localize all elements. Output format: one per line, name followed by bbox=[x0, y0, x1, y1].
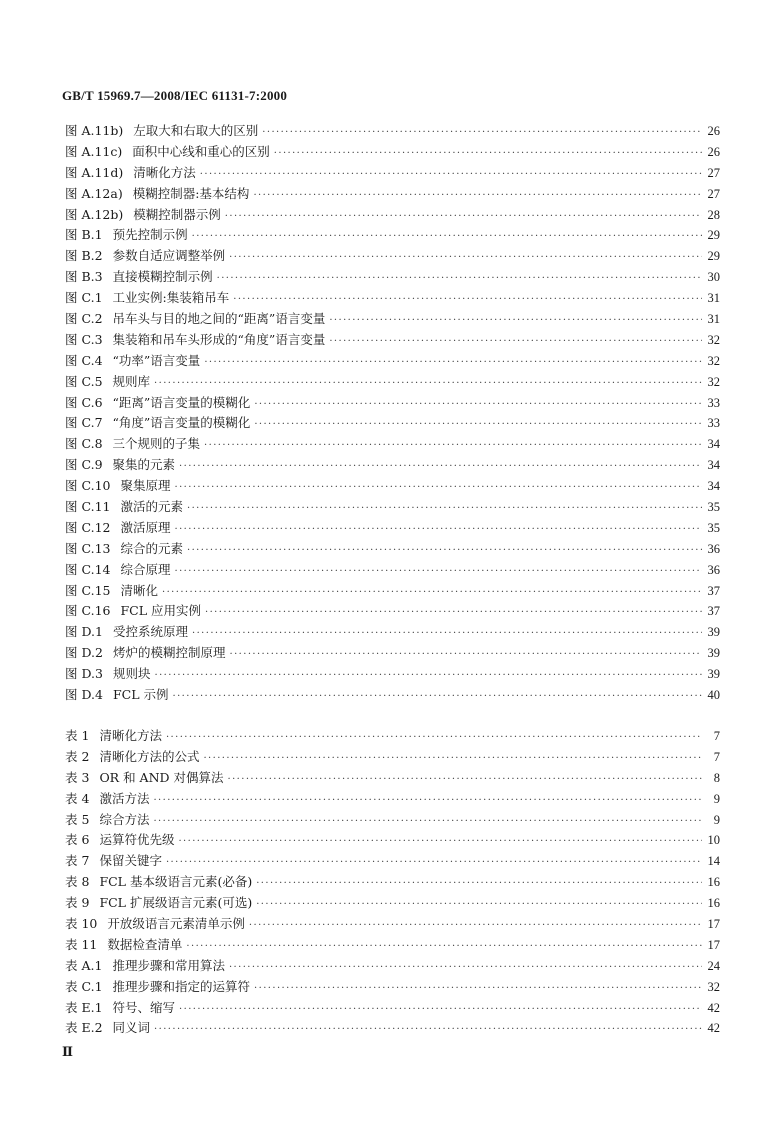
document-header: GB/T 15969.7—2008/IEC 61131-7:2000 bbox=[62, 88, 288, 103]
figure-entry-title: FCL 示例 bbox=[112, 687, 169, 703]
figure-entry-title: 模糊控制器示例 bbox=[133, 206, 221, 222]
table-entry-title: 数据检查清单 bbox=[107, 936, 183, 952]
figure-entry-page: 31 bbox=[707, 312, 720, 327]
table-entry-number: 表 2 bbox=[65, 748, 90, 764]
figure-entry-page: 39 bbox=[707, 646, 720, 661]
table-entry-number: 表 C.1 bbox=[65, 978, 103, 994]
figure-entry-page: 30 bbox=[707, 270, 720, 285]
table-entry[interactable] bbox=[65, 914, 720, 935]
table-entry[interactable] bbox=[65, 747, 720, 768]
figure-entry-number: 图 D.2 bbox=[65, 645, 103, 661]
table-entry-title: 保留关键字 bbox=[99, 853, 162, 869]
figure-entry-number: 图 C.6 bbox=[65, 394, 103, 410]
leader-dots bbox=[204, 357, 702, 368]
figure-entry-title: 聚集的元素 bbox=[112, 457, 176, 473]
figure-entry[interactable] bbox=[65, 121, 720, 142]
figure-entry[interactable] bbox=[65, 351, 720, 372]
table-entry-page: 9 bbox=[713, 812, 720, 827]
figure-entry[interactable] bbox=[65, 497, 720, 518]
leader-dots bbox=[262, 127, 702, 138]
figure-entry[interactable] bbox=[65, 476, 720, 497]
figure-entry[interactable] bbox=[65, 225, 720, 246]
leader-dots bbox=[256, 899, 702, 910]
figure-entry-title: 集装箱和吊车头形成的“角度”语言变量 bbox=[112, 331, 326, 347]
leader-dots bbox=[153, 816, 702, 827]
figure-entry-number: 图 A.12b) bbox=[65, 206, 124, 222]
figure-entry-number: 图 C.8 bbox=[65, 436, 103, 452]
leader-dots bbox=[154, 378, 702, 389]
figure-entry-page: 29 bbox=[707, 228, 720, 243]
figure-entry-title: 规则库 bbox=[112, 373, 151, 389]
table-entry[interactable] bbox=[65, 956, 720, 977]
figure-entry-number: 图 C.7 bbox=[65, 415, 103, 431]
leader-dots bbox=[253, 190, 702, 201]
page-number: Ⅱ bbox=[62, 1044, 73, 1059]
figure-entry[interactable] bbox=[65, 330, 720, 351]
figure-entry-page: 27 bbox=[707, 165, 720, 180]
table-entry-title: 推理步骤和指定的运算符 bbox=[112, 978, 251, 994]
figure-entry-page: 36 bbox=[707, 562, 720, 577]
figure-entry-page: 31 bbox=[707, 291, 720, 306]
figure-entry-number: 图 A.11d) bbox=[65, 164, 124, 180]
leader-dots bbox=[225, 211, 702, 222]
table-entry-title: 清晰化方法的公式 bbox=[99, 748, 200, 764]
figure-entry-title: 规则块 bbox=[112, 666, 151, 682]
figure-entry-page: 40 bbox=[707, 688, 720, 703]
leader-dots bbox=[229, 962, 702, 973]
table-entry-number: 表 A.1 bbox=[65, 957, 103, 973]
leader-dots bbox=[274, 148, 702, 159]
table-entry-title: 综合方法 bbox=[99, 811, 150, 827]
figure-entry-page: 32 bbox=[707, 332, 720, 347]
table-entry-number: 表 E.1 bbox=[65, 999, 103, 1015]
table-entry-page: 7 bbox=[713, 749, 720, 764]
leader-dots bbox=[153, 795, 702, 806]
leader-dots bbox=[217, 273, 702, 284]
table-entry-page: 8 bbox=[713, 770, 720, 785]
leader-dots bbox=[229, 252, 702, 263]
leader-dots bbox=[254, 399, 702, 410]
figure-entry-page: 34 bbox=[707, 458, 720, 473]
figure-entry-title: 激活的元素 bbox=[120, 499, 183, 515]
leader-dots bbox=[179, 461, 702, 472]
table-entry-number: 表 1 bbox=[65, 728, 90, 743]
figure-entry-number: 图 A.11b) bbox=[65, 123, 124, 138]
figure-entry-number: 图 C.4 bbox=[65, 352, 103, 368]
figure-entry-number: 图 C.16 bbox=[65, 603, 111, 619]
table-entry-number: 表 6 bbox=[65, 832, 90, 848]
leader-dots bbox=[254, 419, 702, 430]
leader-dots bbox=[173, 691, 703, 702]
table-entry-title: 激活方法 bbox=[99, 790, 150, 806]
figure-entry[interactable] bbox=[65, 539, 720, 560]
figure-entry-title: 模糊控制器:基本结构 bbox=[132, 185, 250, 201]
figure-entry[interactable] bbox=[65, 685, 720, 706]
table-entry[interactable] bbox=[65, 998, 720, 1019]
figure-entry[interactable] bbox=[65, 455, 720, 476]
table-entry-number: 表 E.2 bbox=[65, 1020, 103, 1036]
figure-entry-title: 面积中心线和重心的区别 bbox=[132, 143, 270, 159]
figure-entry-number: 图 C.12 bbox=[65, 519, 111, 535]
table-entry-page: 9 bbox=[713, 791, 720, 806]
figure-entry-title: FCL 应用实例 bbox=[120, 603, 201, 619]
leader-dots bbox=[186, 941, 702, 952]
leader-dots bbox=[187, 503, 702, 514]
figure-entry[interactable] bbox=[65, 581, 720, 602]
figure-entry-number: 图 C.10 bbox=[65, 478, 111, 494]
table-entry-page: 42 bbox=[707, 1021, 720, 1036]
figure-entry[interactable] bbox=[65, 372, 720, 393]
figure-entry-number: 图 C.5 bbox=[65, 373, 103, 389]
figure-entry[interactable] bbox=[65, 267, 720, 288]
leader-dots bbox=[256, 878, 702, 889]
table-entry-title: FCL 基本级语言元素(必备) bbox=[99, 874, 253, 890]
leader-dots bbox=[175, 566, 703, 577]
figure-entry-title: 参数自适应调整举例 bbox=[112, 248, 226, 264]
figure-entry-number: 图 D.1 bbox=[65, 624, 103, 640]
table-entry-page: 14 bbox=[707, 854, 720, 869]
figure-entry-page: 27 bbox=[707, 186, 720, 201]
table-entry[interactable] bbox=[65, 810, 720, 831]
figure-entry-title: 工业实例:集装箱吊车 bbox=[112, 290, 230, 306]
table-list bbox=[65, 726, 720, 1039]
figure-entry-page: 32 bbox=[707, 374, 720, 389]
table-entry[interactable] bbox=[65, 893, 720, 914]
table-entry-title: 开放级语言元素清单示例 bbox=[107, 916, 245, 932]
figure-entry-title: 吊车头与目的地之间的“距离”语言变量 bbox=[112, 311, 326, 327]
figure-entry-title: 三个规则的子集 bbox=[112, 436, 201, 452]
figure-entry-title: 烤炉的模糊控制原理 bbox=[112, 645, 226, 661]
figure-entry-page: 28 bbox=[707, 207, 720, 222]
leader-dots bbox=[154, 1024, 702, 1035]
figure-entry-page: 33 bbox=[707, 395, 720, 410]
figure-entry-page: 37 bbox=[707, 583, 720, 598]
figure-entry[interactable] bbox=[65, 309, 720, 330]
leader-dots bbox=[192, 231, 702, 242]
leader-dots bbox=[329, 315, 702, 326]
table-entry-title: 同义词 bbox=[112, 1020, 151, 1036]
figure-entry-number: 图 C.11 bbox=[65, 499, 111, 515]
figure-entry[interactable] bbox=[65, 664, 720, 685]
leader-dots bbox=[175, 524, 703, 535]
table-entry-number: 表 11 bbox=[65, 936, 98, 952]
figure-entry-number: 图 C.14 bbox=[65, 561, 111, 577]
table-entry-page: 17 bbox=[707, 937, 720, 952]
leader-dots bbox=[254, 983, 702, 994]
table-entry-number: 表 10 bbox=[65, 916, 98, 932]
figure-entry-title: 清晰化 bbox=[120, 582, 158, 598]
figure-entry-title: 左取大和右取大的区别 bbox=[133, 123, 259, 138]
figure-entry-page: 36 bbox=[707, 541, 720, 556]
table-entry-number: 表 3 bbox=[65, 769, 90, 785]
figure-entry[interactable] bbox=[65, 622, 720, 643]
figure-entry[interactable] bbox=[65, 205, 720, 226]
figure-entry-number: 图 C.2 bbox=[65, 311, 103, 327]
table-entry-title: 清晰化方法 bbox=[99, 728, 162, 743]
table-entry[interactable] bbox=[65, 851, 720, 872]
table-entry[interactable] bbox=[65, 935, 720, 956]
table-entry-title: 符号、缩写 bbox=[112, 999, 176, 1015]
table-entry-number: 表 7 bbox=[65, 853, 90, 869]
figure-entry-page: 37 bbox=[707, 604, 720, 619]
table-entry[interactable] bbox=[65, 830, 720, 851]
figure-entry[interactable] bbox=[65, 434, 720, 455]
leader-dots bbox=[162, 587, 702, 598]
figure-entry-number: 图 C.1 bbox=[65, 290, 103, 306]
figure-entry[interactable] bbox=[65, 643, 720, 664]
figure-entry-title: 综合原理 bbox=[120, 561, 171, 577]
figure-entry-number: 图 D.4 bbox=[65, 687, 103, 703]
figure-entry[interactable] bbox=[65, 560, 720, 581]
figure-entry-page: 26 bbox=[707, 124, 720, 138]
figure-entry-title: 清晰化方法 bbox=[133, 164, 196, 180]
figure-entry-number: 图 C.3 bbox=[65, 331, 103, 347]
figure-entry-title: 受控系统原理 bbox=[112, 624, 188, 640]
leader-dots bbox=[179, 1004, 702, 1015]
table-entry-page: 10 bbox=[707, 833, 720, 848]
figure-entry-page: 34 bbox=[707, 437, 720, 452]
leader-dots bbox=[200, 169, 702, 180]
table-entry[interactable] bbox=[65, 768, 720, 789]
table-entry-page: 16 bbox=[707, 875, 720, 890]
figure-entry-number: 图 B.2 bbox=[65, 248, 103, 264]
leader-dots bbox=[166, 732, 702, 743]
figure-entry[interactable] bbox=[65, 246, 720, 267]
figure-entry-title: “距离”语言变量的模糊化 bbox=[112, 394, 251, 410]
figure-entry-number: 图 C.9 bbox=[65, 457, 103, 473]
table-entry[interactable] bbox=[65, 872, 720, 893]
table-entry-number: 表 5 bbox=[65, 811, 90, 827]
table-entry[interactable] bbox=[65, 977, 720, 998]
leader-dots bbox=[205, 607, 702, 618]
table-entry[interactable] bbox=[65, 1018, 720, 1039]
figure-entry[interactable] bbox=[65, 163, 720, 184]
figure-entry-page: 32 bbox=[707, 353, 720, 368]
leader-dots bbox=[175, 482, 703, 493]
leader-dots bbox=[233, 294, 702, 305]
figure-entry[interactable] bbox=[65, 142, 720, 163]
figure-entry-page: 35 bbox=[707, 520, 720, 535]
table-entry-page: 16 bbox=[707, 896, 720, 911]
figure-entry-page: 33 bbox=[707, 416, 720, 431]
table-entry[interactable] bbox=[65, 726, 720, 747]
leader-dots bbox=[203, 753, 702, 764]
figure-entry-page: 35 bbox=[707, 500, 720, 515]
leader-dots bbox=[228, 774, 702, 785]
figure-entry-title: “功率”语言变量 bbox=[112, 352, 201, 368]
figure-entry-title: 激活原理 bbox=[120, 519, 171, 535]
figure-entry-title: 预先控制示例 bbox=[112, 227, 188, 243]
figure-entry-number: 图 B.3 bbox=[65, 269, 103, 285]
leader-dots bbox=[230, 649, 703, 660]
figure-entry-title: “角度”语言变量的模糊化 bbox=[112, 415, 251, 431]
figure-entry-title: 直接模糊控制示例 bbox=[112, 269, 213, 285]
figure-entry[interactable] bbox=[65, 393, 720, 414]
table-entry-page: 42 bbox=[707, 1000, 720, 1015]
figure-entry[interactable] bbox=[65, 288, 720, 309]
figure-entry-number: 图 C.15 bbox=[65, 582, 111, 598]
figure-entry-number: 图 D.3 bbox=[65, 666, 103, 682]
figure-entry[interactable] bbox=[65, 518, 720, 539]
figure-entry-title: 聚集原理 bbox=[120, 478, 171, 494]
figure-entry-number: 图 A.12a) bbox=[65, 185, 123, 201]
table-entry-page: 17 bbox=[707, 917, 720, 932]
table-entry-page: 32 bbox=[707, 979, 720, 994]
figure-entry-number: 图 C.13 bbox=[65, 540, 111, 556]
table-entry-number: 表 9 bbox=[65, 895, 90, 911]
figure-entry-page: 34 bbox=[707, 479, 720, 494]
figure-entry-page: 39 bbox=[707, 625, 720, 640]
table-entry-number: 表 8 bbox=[65, 874, 90, 890]
figure-entry-title: 综合的元素 bbox=[120, 540, 183, 556]
figure-entry-number: 图 A.11c) bbox=[65, 143, 123, 159]
figure-entry-page: 39 bbox=[707, 667, 720, 682]
table-entry-title: 推理步骤和常用算法 bbox=[112, 957, 225, 973]
figure-entry-page: 26 bbox=[707, 144, 720, 159]
table-entry-number: 表 4 bbox=[65, 790, 90, 806]
table-entry-title: OR 和 AND 对偶算法 bbox=[99, 769, 224, 785]
figure-entry[interactable] bbox=[65, 601, 720, 622]
leader-dots bbox=[249, 920, 702, 931]
table-entry[interactable] bbox=[65, 789, 720, 810]
leader-dots bbox=[192, 628, 702, 639]
leader-dots bbox=[204, 440, 702, 451]
table-entry-title: FCL 扩展级语言元素(可选) bbox=[99, 895, 253, 911]
table-entry-page: 7 bbox=[713, 729, 720, 743]
table-entry-page: 24 bbox=[707, 958, 720, 973]
figure-entry-page: 29 bbox=[707, 249, 720, 264]
table-entry-title: 运算符优先级 bbox=[99, 832, 175, 848]
leader-dots bbox=[155, 670, 703, 681]
leader-dots bbox=[187, 545, 702, 556]
leader-dots bbox=[329, 336, 702, 347]
leader-dots bbox=[178, 836, 702, 847]
figure-entry-number: 图 B.1 bbox=[65, 227, 103, 243]
figure-entry[interactable] bbox=[65, 413, 720, 434]
leader-dots bbox=[166, 857, 702, 868]
figure-list bbox=[65, 121, 720, 706]
figure-entry[interactable] bbox=[65, 184, 720, 205]
